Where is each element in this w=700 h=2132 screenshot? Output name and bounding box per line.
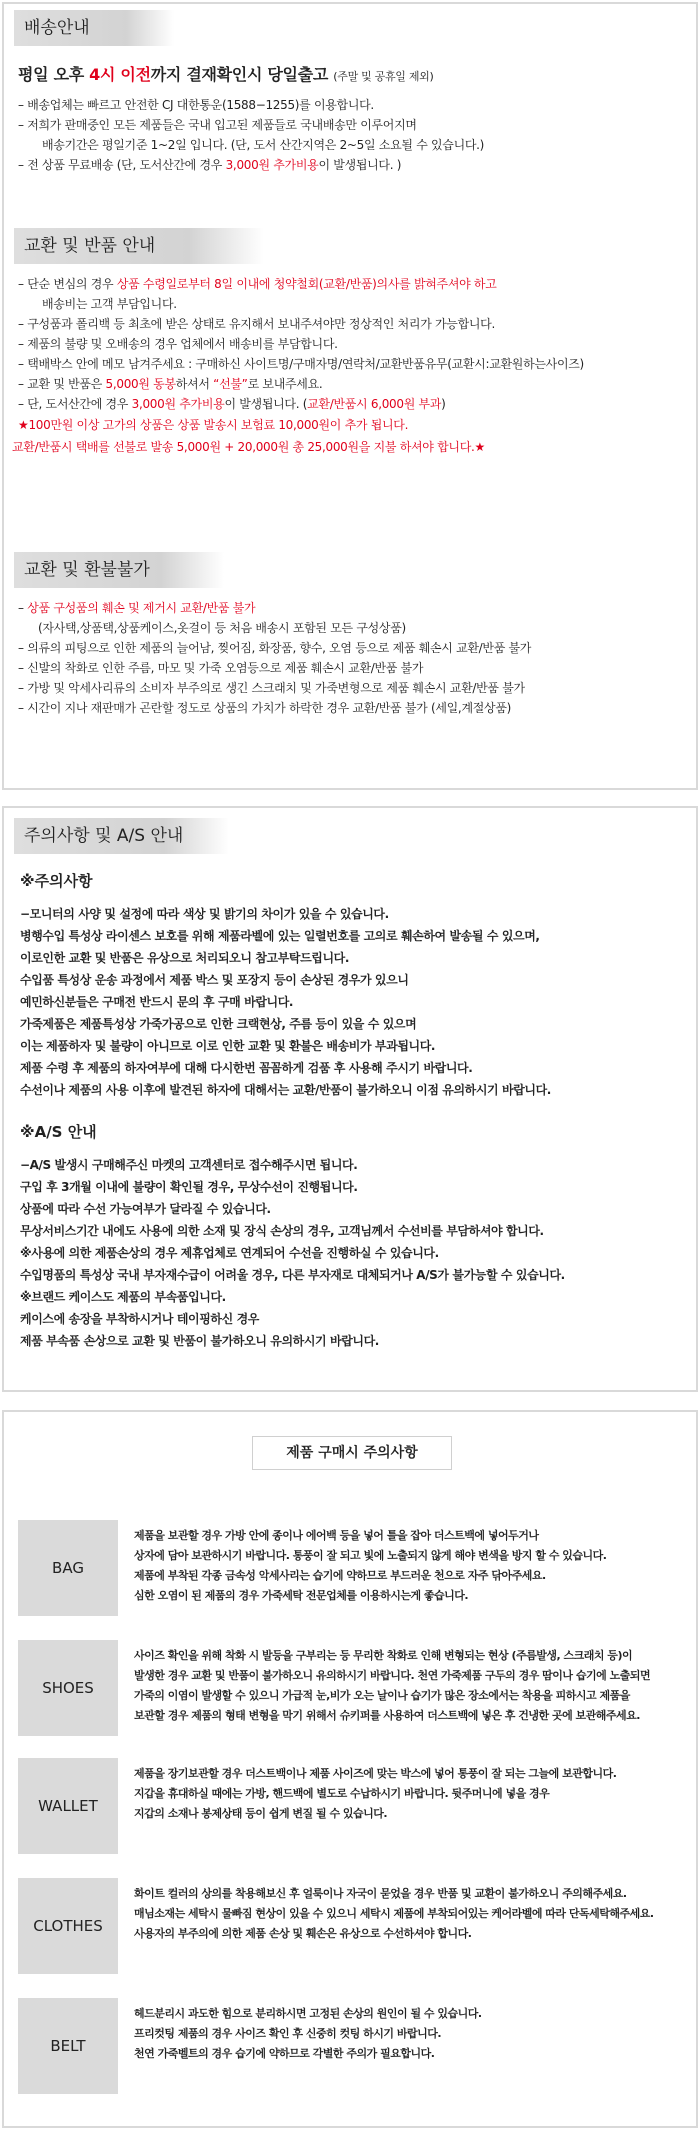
shoes-text <box>134 1646 682 1726</box>
list-item <box>18 394 696 414</box>
list-item: – 가방 및 악세사리류의 소비자 부주의로 생긴 스크래치 및 가죽변형으로 제품 훼손시 교환/반품 불가 <box>18 681 525 695</box>
line-prefix: – <box>18 601 28 615</box>
line-highlight: 5,000원 동봉 <box>105 377 176 391</box>
line-mid: 이 발생됩니다. ( <box>224 397 308 411</box>
shoes-line: 사이즈 확인을 위해 착화 시 발등을 구부리는 등 무리한 착화로 인해 변형되는 현상 (주름발생, 스크래치 등)이 <box>134 1649 633 1662</box>
wallet-label: WALLET <box>18 1758 118 1854</box>
belt-line: 헤드분리시 과도한 힘으로 분리하시면 고정된 손상의 원인이 될 수 있습니다. <box>134 2007 482 2020</box>
caution-line: 이는 제품하자 및 불량이 아니므로 이로 인한 교환 및 환불은 배송비가 부과됩니다. <box>20 1039 436 1053</box>
star-note-2: 교환/반품시 택배를 선불로 발송 5,000원 + 20,000원 총 25,000원을 지불 하셔야 합니다.★ <box>12 440 485 454</box>
bag-label: BAG <box>18 1520 118 1616</box>
caution-line: 수입품 특성상 운송 과정에서 제품 박스 및 포장지 등이 손상된 경우가 있으니 <box>20 973 409 987</box>
no-refund-section <box>4 546 696 718</box>
as-line: −A/S 발생시 구매해주신 마켓의 고객센터로 접수해주시면 됩니다. <box>20 1158 358 1172</box>
exchange-title: 교환 및 반품 안내 <box>24 236 156 256</box>
line-highlight: 교환/반품시 6,000원 부과 <box>307 397 442 411</box>
as-line: 수입명품의 특성상 국내 부자재수급이 어려울 경우, 다른 부자재로 대체되거나 A/S가 불가능할 수 있습니다. <box>20 1268 565 1282</box>
shoes-line: 가죽의 이염이 발생할 수 있으니 가급적 눈,비가 오는 날이나 습기가 많은 장소에서는 착용을 피하시고 제품을 <box>134 1689 630 1702</box>
list-item: 배송비는 고객 부담입니다. <box>42 297 177 311</box>
lead-highlight: 4시 이전 <box>89 65 151 84</box>
lead-note: (주말 및 공휴일 제외) <box>333 70 434 83</box>
line-prefix: – 단, 도서산간에 경우 <box>18 397 132 411</box>
list-item: – 택배박스 안에 메모 남겨주세요 : 구매하신 사이트명/구매자명/연락처/교환반품유무(교환시:교환원하는사이즈) <box>18 357 584 371</box>
shipping-title: 배송안내 <box>24 18 90 38</box>
caution-line: 예민하신분들은 구매전 반드시 문의 후 구매 바랍니다. <box>20 995 294 1009</box>
list-item <box>18 274 696 294</box>
as-line: 상품에 따라 수선 가능여부가 달라질 수 있습니다. <box>20 1202 271 1216</box>
shipping-header <box>4 4 696 42</box>
line-highlight: 상품 수령일로부터 8일 이내에 청약철회(교환/반품)의사를 밝혀주셔야 하고 <box>116 277 497 291</box>
caution-line: 이로인한 교환 및 반품은 유상으로 처리되오니 참고부탁드립니다. <box>20 951 350 965</box>
product-care-box <box>2 1410 698 2128</box>
clothes-label: CLOTHES <box>18 1878 118 1974</box>
line-highlight: 상품 구성품의 훼손 및 제거시 교환/반품 불가 <box>27 601 256 615</box>
caution-line: 수선이나 제품의 사용 이후에 발견된 하자에 대해서는 교환/반품이 불가하오니 이점 유의하시기 바랍니다. <box>20 1083 551 1097</box>
bag-text <box>134 1526 682 1606</box>
bag-line: 제품에 부착된 각종 금속성 악세사리는 습기에 약하므로 부드러운 천으로 자주 닦아주세요. <box>134 1569 546 1582</box>
no-refund-header <box>4 546 696 584</box>
list-item <box>18 374 696 394</box>
list-item: – 시간이 지나 재판매가 곤란할 정도로 상품의 가치가 하락한 경우 교환/반품 불가 (세일,계절상품) <box>18 701 511 715</box>
shoes-label: SHOES <box>18 1640 118 1736</box>
shoes-line: 발생한 경우 교환 및 반품이 불가하오니 유의하시기 바랍니다. 천연 가죽제품 구두의 경우 땀이나 습기에 노출되면 <box>134 1669 651 1682</box>
as-line: ※사용에 의한 제품손상의 경우 제휴업체로 연계되어 수선을 진행하실 수 있습니다. <box>20 1246 439 1260</box>
no-refund-title: 교환 및 환불불가 <box>24 560 150 580</box>
as-line: ※브랜드 케이스도 제품의 부속품입니다. <box>20 1290 226 1304</box>
exchange-header <box>4 222 696 260</box>
no-refund-list <box>18 598 696 718</box>
product-care-title: 제품 구매시 주의사항 <box>252 1436 452 1470</box>
list-item: – 저희가 판매중인 모든 제품들은 국내 입고된 제품들로 국내배송만 이루어지며 <box>18 118 417 132</box>
caution-line: 가죽제품은 제품특성상 가죽가공으로 인한 크랙현상, 주름 등이 있을 수 있으며 <box>20 1017 417 1031</box>
lead-suffix: 까지 결재확인시 당일출고 <box>150 65 329 84</box>
bag-line: 상자에 담아 보관하시기 바랍니다. 통풍이 잘 되고 빛에 노출되지 않게 해야 변색을 방지 할 수 있습니다. <box>134 1549 607 1562</box>
list-item: 배송기간은 평일기준 1~2일 입니다. (단, 도서 산간지역은 2~5일 소요될 수 있습니다.) <box>42 138 485 152</box>
as-line: 제품 부속품 손상으로 교환 및 반품이 불가하오니 유의하시기 바랍니다. <box>20 1334 379 1348</box>
list-item <box>18 598 696 618</box>
star-note-1: ★100만원 이상 고가의 상품은 상품 발송시 보험료 10,000원이 추가 됩니다. <box>18 418 409 432</box>
list-item: (자사택,상품택,상품케이스,옷걸이 등 처음 배송시 포함된 모든 구성상품) <box>38 621 406 635</box>
clothes-line: 화이트 컬러의 상의를 착용해보신 후 얼룩이나 자국이 묻었을 경우 반품 및 교환이 불가하오니 주의해주세요. <box>134 1887 627 1900</box>
line-suffix: ) <box>441 397 446 411</box>
shipping-list <box>18 95 696 175</box>
list-item: – 의류의 피팅으로 인한 제품의 늘어남, 찢어짐, 화장품, 향수, 오염 등으로 제품 훼손시 교환/반품 불가 <box>18 641 532 655</box>
caution-line: 병행수입 특성상 라이센스 보호를 위해 제품라벨에 있는 일렬번호를 고의로 훼손하여 발송될 수 있으며, <box>20 929 540 943</box>
list-item: – 배송업체는 빠르고 안전한 CJ 대한통운(1588−1255)를 이용합니다. <box>18 98 374 112</box>
wallet-line: 제품을 장기보관할 경우 더스트백이나 제품 사이즈에 맞는 박스에 넣어 통풍이 잘 되는 그늘에 보관합니다. <box>134 1767 617 1780</box>
line-prefix: – 전 상품 무료배송 (단, 도서산간에 경우 <box>18 158 226 172</box>
lead-prefix: 평일 오후 <box>18 65 90 84</box>
caution-title: 주의사항 및 A/S 안내 <box>24 826 184 846</box>
belt-text <box>134 2004 682 2064</box>
wallet-line: 지갑을 휴대하실 때에는 가방, 핸드백에 별도로 수납하시기 바랍니다. 뒷주머니에 넣을 경우 <box>134 1787 550 1800</box>
list-item: – 신발의 착화로 인한 주름, 마모 및 가죽 오염등으로 제품 훼손시 교환/반품 불가 <box>18 661 424 675</box>
line-suffix: 로 보내주세요. <box>247 377 323 391</box>
as-line: 구입 후 3개월 이내에 불량이 확인될 경우, 무상수선이 진행됩니다. <box>20 1180 358 1194</box>
as-line: 케이스에 송장을 부착하시거나 테이핑하신 경우 <box>20 1312 259 1326</box>
line-suffix: 이 발생됩니다. ) <box>318 158 402 172</box>
line-highlight: “선불” <box>213 377 248 391</box>
shipping-exchange-box <box>2 2 698 790</box>
bag-line: 심한 오염이 된 제품의 경우 가죽세탁 전문업체를 이용하시는게 좋습니다. <box>134 1589 469 1602</box>
shipping-section <box>4 4 696 175</box>
wallet-line: 지갑의 소재나 봉제상태 등이 쉽게 변질 될 수 있습니다. <box>134 1807 388 1820</box>
list-item: – 제품의 불량 및 오배송의 경우 업체에서 배송비를 부담합니다. <box>18 337 338 351</box>
clothes-line: 사용자의 부주의에 의한 제품 손상 및 훼손은 유상으로 수선하셔야 합니다. <box>134 1927 472 1940</box>
bag-line: 제품을 보관할 경우 가방 안에 종이나 에어백 등을 넣어 틀을 잡아 더스트백에 넣어두거나 <box>134 1529 539 1542</box>
list-item: – 구성품과 폴리백 등 최초에 받은 상태로 유지해서 보내주셔야만 정상적인 처리가 가능합니다. <box>18 317 495 331</box>
clothes-text <box>134 1884 682 1944</box>
wallet-text <box>134 1764 682 1824</box>
as-subtitle: ※A/S 안내 <box>20 1123 97 1141</box>
exchange-section <box>4 222 696 458</box>
belt-line: 프리컷팅 제품의 경우 사이즈 확인 후 신중히 컷팅 하시기 바랍니다. <box>134 2027 442 2040</box>
belt-label: BELT <box>18 1998 118 2094</box>
as-line: 무상서비스기간 내에도 사용에 의한 소재 및 장식 손상의 경우, 고객님께서 수선비를 부담하셔야 합니다. <box>20 1224 544 1238</box>
line-highlight: 3,000원 추가비용 <box>225 158 319 172</box>
list-item <box>18 155 696 175</box>
caution-box <box>2 806 698 1392</box>
exchange-list <box>18 274 696 414</box>
line-prefix: – 교환 및 반품은 <box>18 377 106 391</box>
caution-line: −모니터의 사양 및 설정에 따라 색상 및 밝기의 차이가 있을 수 있습니다. <box>20 907 389 921</box>
line-prefix: – 단순 변심의 경우 <box>18 277 117 291</box>
line-mid: 하셔서 <box>175 377 214 391</box>
clothes-line: 매님소재는 세탁시 물빠짐 현상이 있을 수 있으니 세탁시 제품에 부착되어있는 케어라벨에 따라 단독세탁해주세요. <box>134 1907 654 1920</box>
shoes-line: 보관할 경우 제품의 형태 변형을 막기 위해서 슈키퍼를 사용하여 더스트백에 넣은 후 건냉한 곳에 보관해주세요. <box>134 1709 640 1722</box>
caution-subtitle: ※주의사항 <box>20 872 93 890</box>
line-highlight: 3,000원 추가비용 <box>131 397 225 411</box>
caution-line: 제품 수령 후 제품의 하자여부에 대해 다시한번 꼼꼼하게 검품 후 사용해 주시기 바랍니다. <box>20 1061 473 1075</box>
caution-header <box>4 818 696 856</box>
belt-line: 천연 가죽벨트의 경우 습기에 약하므로 각별한 주의가 필요합니다. <box>134 2047 435 2060</box>
shipping-lead <box>18 62 696 85</box>
